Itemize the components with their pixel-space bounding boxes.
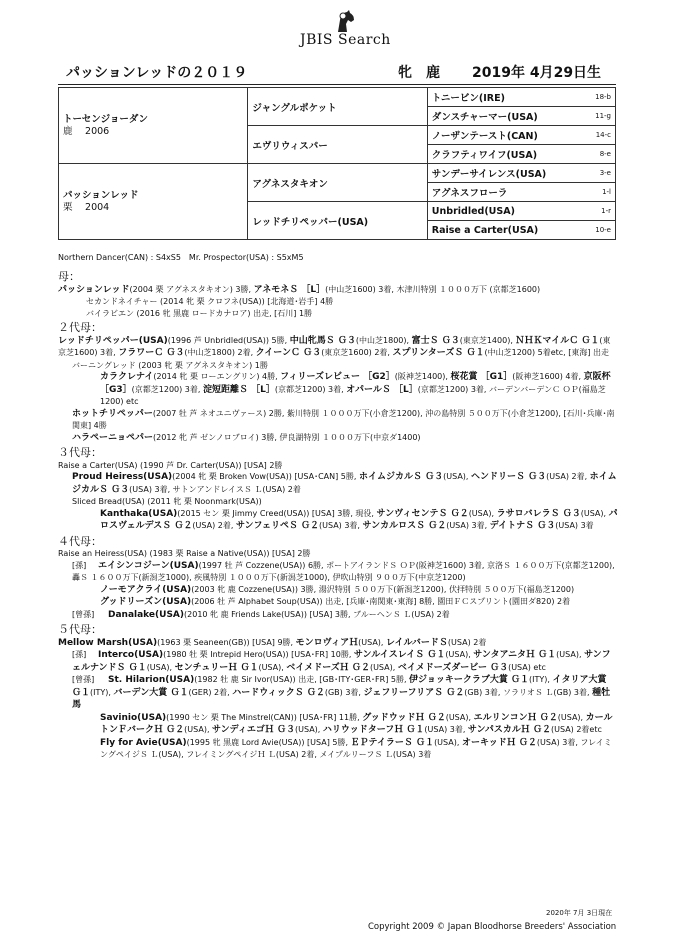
family-entry: ノーモアクライ(USA)(2003 牝 鹿 Cozzene(USA)) 3勝, 湯沢特別 ５００万下(新潟芝1200), 伏拝特別 ５００万下(福島芝1200) [100, 584, 575, 595]
pedigree-dam: パッションレッド 栗 2004 [59, 164, 248, 240]
pedigree-dam-sire: アグネスタキオン [248, 164, 427, 202]
generation-tag: [孫] [72, 650, 87, 659]
family-entry: カラクレナイ(2014 牝 栗 ローエングリン) 4勝, フィリーズレビュー ［G2］(阪神芝1400), 桜花賞 ［G1］(阪神芝1600) 4着, 京阪杯 ［G3］(京都芝1200) 3着, 淀短距離Ｓ ［L］(京都芝1200) 3着, オパールＳ ［L］(京都芝1200) 3着, バーデンバーデンＣ ＯＰ(福島芝1200) etc [100, 372, 611, 406]
section-heading: ５代母： [58, 623, 102, 636]
pedigree-sire-sire: ジャングルポケット [248, 88, 427, 126]
pedigree-g3-name: サンデーサイレンス(USA) [427, 164, 585, 183]
page-header [58, 62, 616, 85]
horse-head-icon [334, 10, 356, 34]
pedigree-g3-name: ノーザンテースト(CAN) [427, 126, 585, 145]
family-entry: Kanthaka(USA)(2015 セン 栗 Jimmy Creed(USA)) [USA] 3勝, 現役, サンヴィセンテＳ Ｇ２(USA), ラサロバレラＳ Ｇ３(USA), パロスヴェルデスＳ Ｇ２(USA) 2着, サンフェリペＳ Ｇ２(USA) 3着, サンカルロスＳ Ｇ２(USA) 3着, デイトナＳ Ｇ３(USA) 3着 [100, 508, 618, 531]
family-entry: Raise a Carter(USA) (1990 芦 Dr. Carter(USA)) [USA] 2勝 [58, 460, 283, 470]
family-entry: ホットチリペッパー(2007 牡 芦 ネオユニヴァース) 2勝, 紫川特別 １０００万下(小倉芝1200), 沖の島特別 ５００万下(小倉芝1200), [石川･兵庫･南関東] 4勝 [72, 408, 615, 430]
pedigree-g3-family: 11-g [585, 107, 615, 126]
generation-tag: [曾孫] [72, 609, 95, 619]
family-details [58, 268, 618, 761]
pedigree-g3-family: 3-e [585, 164, 615, 183]
horse-birthdate: 2019年 4月29日生 [472, 65, 602, 81]
family-entry: Mellow Marsh(USA)(1963 栗 Seaneen(GB)) [USA] 9勝, モンロヴィアＨ(USA), レイルバードＳ(USA) 2着 [58, 637, 487, 648]
family-entry: Sliced Bread(USA) (2011 牝 栗 Noonmark(USA)) [72, 497, 262, 506]
pedigree-g3-name: クラフティワイフ(USA) [427, 145, 585, 164]
inbreeding-info: Northern Dancer(CAN) : S4xS5 Mr. Prospector(USA) : S5xM5 [58, 253, 304, 262]
pedigree-g3-family: 1-r [585, 202, 615, 221]
pedigree-g3-family: 1-l [585, 183, 615, 202]
pedigree-g3-name: トニービン(IRE) [427, 88, 585, 107]
pedigree-sire: トーセンジョーダン 鹿 2006 [59, 88, 248, 164]
pedigree-g3-name: Raise a Carter(USA) [427, 221, 585, 240]
pedigree-table [58, 87, 616, 240]
family-entry: [曾孫] Danalake(USA)(2010 牝 鹿 Friends Lake(USA)) [USA] 3勝, ブルーヘンＳ Ｌ(USA) 2着 [72, 609, 450, 620]
section-heading: ４代母： [58, 534, 102, 548]
logo-text: JBIS Search [300, 32, 391, 48]
pedigree-dam-dam: レッドチリペッパー(USA) [248, 202, 427, 240]
pedigree-g3-family: 10-e [585, 221, 615, 240]
horse-name: パッションレッドの２０１９ [66, 65, 248, 81]
family-entry: バーニングレッド (2003 牝 栗 アグネスタキオン) 1勝 [72, 360, 268, 370]
family-entry: Fly for Avie(USA)(1995 牝 黒鹿 Lord Avie(USA)) [USA] 5勝, ＥＰテイラーＳ Ｇ１(USA), オーキッドＨ Ｇ２(USA) 3着, フレイミングペイジＳ Ｌ(USA), フレイミングペイジＨ Ｌ(USA) 2着, メイプルリーフＳ Ｌ(USA) 3着 [100, 737, 612, 759]
family-entry: バイラビエン (2016 牝 黒鹿 ロードカナロア) 出走, [石川] 1勝 [86, 308, 313, 318]
family-entry: Proud Heiress(USA)(2004 牝 栗 Broken Vow(USA)) [USA･CAN] 5勝, ホイムジカルＳ Ｇ３(USA), ヘンドリーＳ Ｇ３(USA) 2着, ホイムジカルＳ Ｇ３(USA) 3着, サトンアンドレイスＳ Ｌ(USA) 2着 [72, 472, 617, 495]
section-heading: ３代母： [58, 446, 102, 459]
family-entry: [曾孫] St. Hilarion(USA)(1982 牡 鹿 Sir Ivor(USA)) 出走, [GB･ITY･GER･FR] 5勝, 伊ジョッキークラブ大賞 Ｇ１(ITY), イタリア大賞 Ｇ１(ITY), バーデン大賞 Ｇ１(GER) 2着, ハードウィックＳ Ｇ２(GB) 3着, ジェフリーフリアＳ Ｇ２(GB) 3着, ソラリオＳ Ｌ(GB) 3着, 種牡馬 [72, 675, 611, 710]
pedigree-sire-dam: エヴリウィスパー [248, 126, 427, 164]
section-heading: 母： [58, 270, 80, 283]
horse-sex-color: 牝 鹿 [398, 65, 440, 81]
family-entry: [孫] Interco(USA)(1980 牡 栗 Intrepid Hero(USA)) [USA･FR] 10勝, サンルイスレイＳ Ｇ１(USA), サンタアニタＨ Ｇ１(USA), サンフェルナンドＳ Ｇ１(USA), センチュリーＨ Ｇ１(USA), ベイメドーズＨ Ｇ２(USA), ベイメドーズダービー Ｇ３(USA) etc [72, 650, 611, 673]
pedigree-g3-family: 8-e [585, 145, 615, 164]
pedigree-g3-family: 18-b [585, 88, 615, 107]
jbis-logo [300, 8, 410, 50]
family-entry: セカンドネイチャー (2014 牝 栗 クロフネ(USA)) [北海道･岩手] 4勝 [86, 297, 334, 306]
family-entry: Raise an Heiress(USA) (1983 栗 Raise a Native(USA)) [USA] 2勝 [58, 549, 311, 558]
section-heading: ２代母： [58, 321, 102, 334]
pedigree-g3-name: Unbridled(USA) [427, 202, 585, 221]
pedigree-g3-name: ダンスチャーマー(USA) [427, 107, 585, 126]
copyright: Copyright 2009 © Japan Bloodhorse Breeders' Association [368, 922, 617, 932]
family-entry: ハラペーニョペパー(2012 牝 芦 ゼンノロブロイ) 3勝, 伊良湖特別 １０００万下(中京ダ1400) [72, 432, 421, 443]
family-entry: パッションレッド(2004 栗 アグネスタキオン) 3勝, アネモネＳ ［L］(中山芝1600) 3着, 木津川特別 １０００万下 (京都芝1600) [58, 284, 541, 295]
generation-tag: [孫] [72, 560, 87, 570]
pedigree-g3-name: アグネスフローラ [427, 183, 585, 202]
family-entry: Savinio(USA)(1990 セン 栗 The Minstrel(CAN)) [USA･FR] 11勝, グッドウッドＨ Ｇ２(USA), エルリンコンＨ Ｇ２(USA), カールトンＦバークＨ Ｇ２(USA), サンディエゴＨ Ｇ３(USA), ハリウッドターフＨ Ｇ１(USA) 3着, サンパスカルＨ Ｇ２(USA) 2着etc [100, 712, 613, 735]
family-entry: レッドチリペッパー(USA)(1996 芦 Unbridled(USA)) 5勝, 中山牝馬Ｓ Ｇ３(中山芝1800), 富士Ｓ Ｇ３(東京芝1400), ＮＨＫマイルＣ Ｇ１(東京芝1600) 3着, フラワーＣ Ｇ３(中山芝1800) 2着, クイーンＣ Ｇ３(東京芝1600) 2着, スプリンターズＳ Ｇ１(中山芝1200) 5着etc, [東海] 出走 [58, 335, 611, 358]
pedigree-g3-family: 14-c [585, 126, 615, 145]
family-entry: グッドリーズン(USA)(2006 牡 芦 Alphabet Soup(USA)) 出走, [兵庫･南関東･東海] 8勝, 園田ＦＣスプリント(園田ダ820) 2着 [100, 597, 571, 607]
as-of-date: 2020年 7月 3日現在 [546, 909, 613, 917]
family-entry: [孫] エイシンコジーン(USA)(1997 牡 芦 Cozzene(USA)) 6勝, ポートアイランドＳ ＯＰ(阪神芝1600) 3着, 京洛Ｓ １６００万下(京都芝1200), 轟Ｓ １６００万下(新潟芝1000), 疾風特別 １０００万下(新潟芝1000), 伊吹山特別 ９００万下(中京芝1200) [72, 560, 615, 582]
generation-tag: [曾孫] [72, 675, 95, 684]
